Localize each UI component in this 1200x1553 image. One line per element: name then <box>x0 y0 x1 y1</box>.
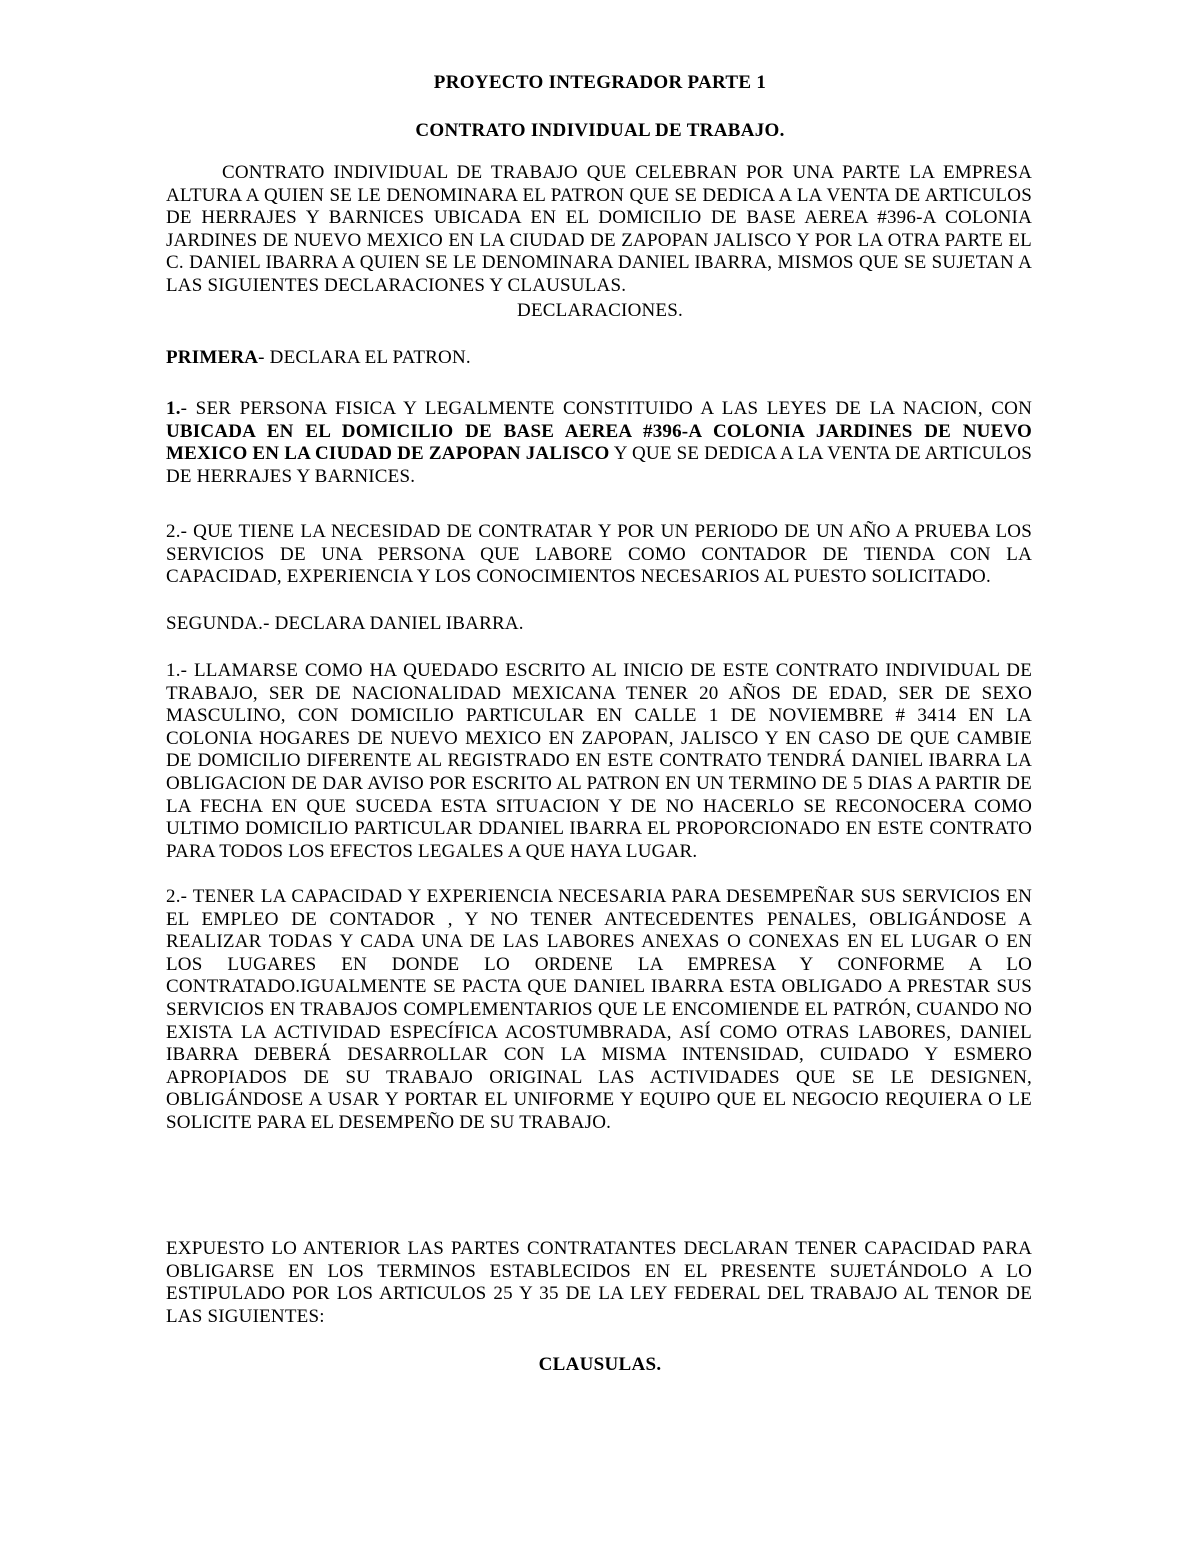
primera-declaration <box>166 347 1032 370</box>
primera-item-1-text-a: - SER PERSONA FISICA Y LEGALMENTE CONSTITUIDO A LAS LEYES DE LA NACION, CON <box>180 398 1032 419</box>
document-subtitle: CONTRATO INDIVIDUAL DE TRABAJO. <box>415 120 785 141</box>
segunda-item-2: 2.- TENER LA CAPACIDAD Y EXPERIENCIA NECESARIA PARA DESEMPEÑAR SUS SERVICIOS EN EL EMPLEO DE CONTADOR , Y NO TENER ANTECEDENTES PENALES, OBLIGÁNDOSE A REALIZAR TODAS Y CADA UNA DE LAS LABORES ANEXAS O CONEXAS EN EL LUGAR O EN LOS LUGARES EN DONDE LO ORDENE LA EMPRESA Y CONFORME A LO CONTRATADO.IGUALMENTE SE PACTA QUE DANIEL IBARRA ESTA OBLIGADO A PRESTAR SUS SERVICIOS EN TRABAJOS COMPLEMENTARIOS QUE LE ENCOMIENDE EL PATRÓN, CUANDO NO EXISTA LA ACTIVIDAD ESPECÍFICA ACOSTUMBRADA, ASÍ COMO OTRAS LABORES, DANIEL IBARRA DEBERÁ DESARROLLAR CON LA MISMA INTENSIDAD, CUIDADO Y ESMERO APROPIADOS DE SU TRABAJO ORIGINAL LAS ACTIVIDADES QUE SE LE DESIGNEN, OBLIGÁNDOSE A USAR Y PORTAR EL UNIFORME Y EQUIPO QUE EL NEGOCIO REQUIERA O LE SOLICITE PARA EL DESEMPEÑO DE SU TRABAJO. <box>166 886 1032 1133</box>
segunda-item-1: 1.- LLAMARSE COMO HA QUEDADO ESCRITO AL INICIO DE ESTE CONTRATO INDIVIDUAL DE TRABAJO, SER DE NACIONALIDAD MEXICANA TENER 20 AÑOS DE EDAD, SER DE SEXO MASCULINO, CON DOMICILIO PARTICULAR EN CALLE 1 DE NOVIEMBRE # 3414 EN LA COLONIA HOGARES DE NUEVO MEXICO EN ZAPOPAN, JALISCO Y EN CASO DE QUE CAMBIE DE DOMICILIO DIFERENTE AL REGISTRADO EN ESTE CONTRATO TENDRÁ DANIEL IBARRA LA OBLIGACION DE DAR AVISO POR ESCRITO AL PATRON EN UN TERMINO DE 5 DIAS A PARTIR DE LA FECHA EN QUE SUCEDA ESTA SITUACION Y DE NO HACERLO SE RECONOCERA COMO ULTIMO DOMICILIO PARTICULAR DDANIEL IBARRA EL PROPORCIONADO EN ESTE CONTRATO PARA TODOS LOS EFECTOS LEGALES A QUE HAYA LUGAR. <box>166 660 1032 862</box>
document-title: PROYECTO INTEGRADOR PARTE 1 <box>433 72 767 93</box>
intro-paragraph: CONTRATO INDIVIDUAL DE TRABAJO QUE CELEBRAN POR UNA PARTE LA EMPRESA ALTURA A QUIEN SE LE DENOMINARA EL PATRON QUE SE DEDICA A LA VENTA DE ARTICULOS DE HERRAJES Y BARNICES UBICADA EN EL DOMICILIO DE BASE AEREA #396-A COLONIA JARDINES DE NUEVO MEXICO EN LA CIUDAD DE ZAPOPAN JALISCO Y POR LA OTRA PARTE EL C. DANIEL IBARRA A QUIEN SE LE DENOMINARA DANIEL IBARRA, MISMOS QUE SE SUJETAN A LAS SIGUIENTES DECLARACIONES Y CLAUSULAS. <box>166 162 1032 296</box>
primera-item-2: 2.- QUE TIENE LA NECESIDAD DE CONTRATAR Y POR UN PERIODO DE UN AÑO A PRUEBA LOS SERVICIOS DE UNA PERSONA QUE LABORE COMO CONTADOR DE TIENDA CON LA CAPACIDAD, EXPERIENCIA Y LOS CONOCIMIENTOS NECESARIOS AL PUESTO SOLICITADO. <box>166 521 1032 588</box>
primera-item-1-address: UBICADA EN EL DOMICILIO DE BASE AEREA #396-A COLONIA JARDINES DE NUEVO MEXICO EN LA CIUDAD DE ZAPOPAN JALISCO <box>166 420 1032 465</box>
segunda-declaration: SEGUNDA.- DECLARA DANIEL IBARRA. <box>166 613 524 634</box>
primera-text: - DECLARA EL PATRON. <box>258 347 471 368</box>
clausulas-heading: CLAUSULAS. <box>538 1354 662 1375</box>
expuesto-paragraph: EXPUESTO LO ANTERIOR LAS PARTES CONTRATANTES DECLARAN TENER CAPACIDAD PARA OBLIGARSE EN LOS TERMINOS ESTABLECIDOS EN EL PRESENTE SUJETÁNDOLO A LO ESTIPULADO POR LOS ARTICULOS 25 Y 35 DE LA LEY FEDERAL DEL TRABAJO AL TENOR DE LAS SIGUIENTES: <box>166 1238 1032 1327</box>
primera-label: PRIMERA <box>166 347 259 368</box>
primera-item-1-text-b: Y QUE SE DEDICA A LA VENTA DE ARTICULOS DE HERRAJES Y BARNICES. <box>166 443 1032 487</box>
primera-item-1-number: 1. <box>166 398 181 419</box>
declaraciones-heading: DECLARACIONES. <box>517 300 683 321</box>
primera-item-1 <box>166 398 1032 488</box>
